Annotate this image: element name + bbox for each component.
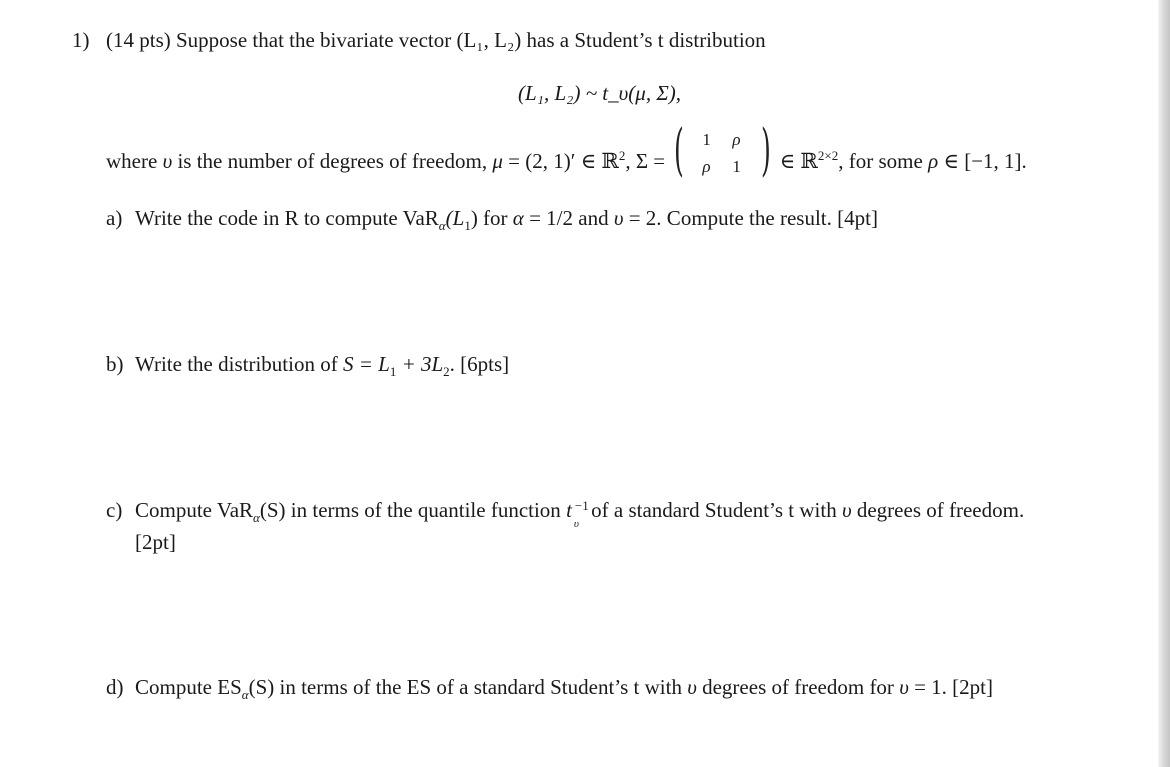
upsilon-symbol-d: υ: [687, 675, 697, 699]
matrix-space: ∈ ℝ: [779, 148, 818, 173]
s-symbol-b: S: [342, 352, 354, 376]
upsilon-symbol-c: υ: [841, 498, 852, 522]
upsilon-subscript-c: υ: [573, 518, 579, 530]
question-c-text-1: Compute VaR: [135, 498, 254, 522]
question-a-text-2: (L: [445, 206, 465, 230]
equation-text: (L₁, L₂) ~ t_υ(μ, Σ),: [518, 81, 682, 105]
mu-symbol: μ: [492, 148, 503, 173]
l2-subscript-b: 2: [443, 364, 450, 380]
question-c-text-2: (S) in terms of the quantile function: [259, 498, 561, 522]
matrix-dimension: 2×2: [817, 147, 839, 163]
t-inverse-scripts: [572, 498, 589, 530]
matrix-cell-12: ρ: [732, 130, 741, 149]
inverse-superscript: −1: [574, 498, 589, 513]
question-c-text-5: [2pt]: [135, 530, 176, 554]
where-word: where: [106, 148, 158, 173]
upsilon-symbol: υ: [162, 148, 173, 173]
mu-definition: = (2, 1)′ ∈ ℝ: [508, 148, 619, 173]
l1-subscript: 1: [464, 218, 471, 234]
rho-symbol: ρ: [928, 148, 939, 173]
matrix-left-paren: (: [674, 118, 685, 183]
question-d-text-1: Compute ES: [135, 675, 242, 699]
l1-subscript-b: 1: [389, 364, 397, 380]
question-d-label: d): [106, 675, 124, 699]
question-d-text-2: (S) in terms of the ES of a standard Student’s t with: [248, 675, 682, 699]
alpha-subscript-d: α: [241, 687, 249, 703]
question-d-text-3: degrees of freedom for: [702, 675, 894, 699]
upsilon-symbol-a: υ: [613, 206, 624, 230]
alpha-symbol: α: [512, 206, 524, 230]
question-c-text-3: of a standard Student’s t with: [591, 498, 837, 522]
parameter-definition: [106, 118, 1027, 183]
display-equation: [518, 80, 681, 106]
question-a: [106, 205, 878, 234]
alpha-subscript: α: [438, 218, 446, 234]
page-edge-shadow: [1158, 0, 1170, 767]
question-b-label: b): [106, 352, 124, 376]
question-c-points: [135, 529, 176, 555]
question-b-text-2: = L: [358, 352, 390, 376]
question-a-text-3: ) for: [470, 206, 508, 230]
question-d-text-4: = 1. [2pt]: [914, 675, 993, 699]
matrix-cell-11: 1: [702, 130, 711, 149]
problem-intro: [72, 27, 766, 53]
mu-dimension: 2: [618, 147, 626, 163]
rho-range: ∈ [−1, 1].: [943, 148, 1027, 173]
question-b-text-3: + 3L: [401, 352, 444, 376]
question-c-text-4: degrees of freedom.: [856, 498, 1025, 522]
upsilon-symbol-d2: υ: [899, 675, 909, 699]
alpha-subscript-c: α: [253, 510, 260, 526]
question-d: [106, 674, 993, 703]
question-a-text-1: Write the code in R to compute VaR: [135, 206, 439, 230]
question-c-label: c): [106, 498, 123, 522]
question-a-text-4: = 1/2 and: [529, 206, 609, 230]
question-c: [106, 497, 1025, 530]
sigma-equals: , Σ =: [625, 148, 666, 173]
covariance-matrix: [674, 118, 771, 183]
t-symbol: t: [566, 498, 572, 522]
matrix-cell-21: ρ: [702, 157, 711, 176]
matrix-right-paren: ): [760, 118, 771, 183]
question-b-text-1: Write the distribution of: [135, 352, 338, 376]
question-a-label: a): [106, 206, 123, 230]
problem-intro-text: (14 pts) Suppose that the bivariate vector (L₁, L₂) has a Student’s t distribution: [106, 28, 766, 52]
dof-description: is the number of degrees of freedom,: [177, 148, 488, 173]
for-some-text: , for some: [838, 148, 923, 173]
problem-number: 1): [72, 28, 90, 52]
question-b-text-4: . [6pts]: [449, 352, 510, 376]
matrix-cell-22: 1: [732, 157, 741, 176]
question-a-text-5: = 2. Compute the result. [4pt]: [628, 206, 878, 230]
question-b: [106, 351, 510, 380]
